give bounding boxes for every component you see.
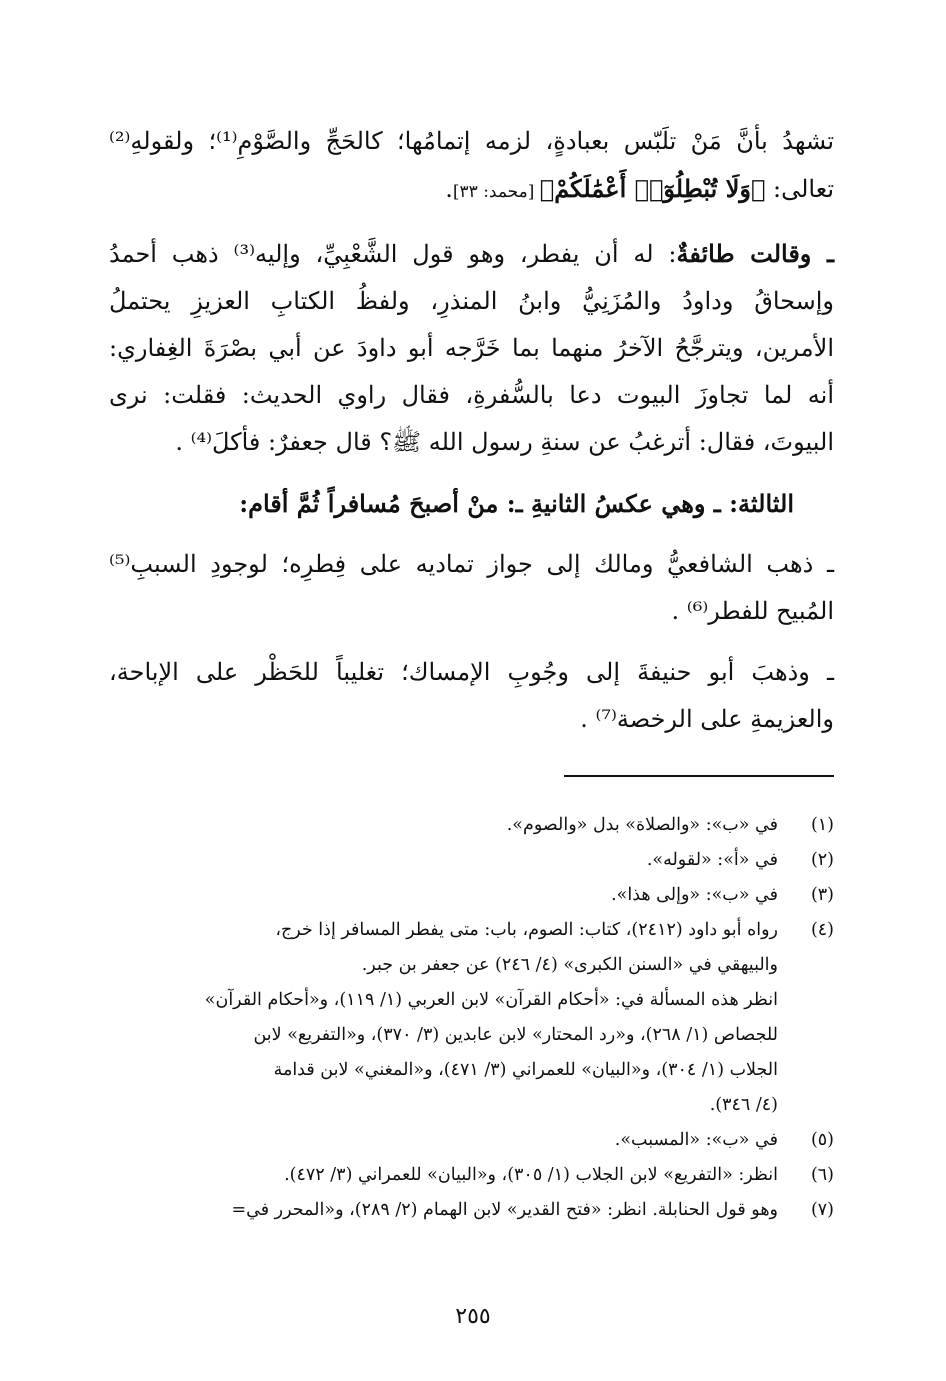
footnote [109, 1123, 834, 1158]
text-line: وإسحاقُ وداودُ والمُزَنِيُّ وابنُ المنذرِ، ولفظُ الكتابِ العزيزِ يحتملُ [109, 287, 834, 315]
main-text [109, 118, 834, 757]
paragraph-3 [109, 541, 834, 635]
verse-reference: [محمد: ٣٣] [452, 182, 540, 202]
footnote-text: في «ب»: «المسبب». [614, 1130, 778, 1150]
footnote-text: رواه أبو داود (٢٤١٢)، كتاب: الصوم، باب: متى يفطر المسافر إذا خرج، [275, 920, 778, 940]
footnote [109, 913, 834, 1123]
text-fragment: تعالى: [765, 175, 834, 203]
footnote-text: وهو قول الحنابلة. انظر: «فتح القدير» لابن الهمام (٢/ ٢٨٩)، و«المحرر في= [231, 1200, 778, 1220]
footnote-separator [564, 775, 834, 777]
text-fragment: : له أن يفطر، وهو قول الشَّعْبِيِّ، وإليه⁽³⁾ ذهب أحمدُ [109, 240, 677, 268]
footnotes [109, 808, 834, 1228]
paragraph-lead: ـ وقالت طائفةٌ [676, 239, 834, 268]
footnote-number: (٥) [810, 1130, 834, 1150]
section-heading: الثالثة: ـ وهي عكسُ الثانيةِ ـ: منْ أصبحَ مُسافراً ثُمَّ أقام: [239, 489, 794, 518]
footnote-text: في «ب»: «وإلى هذا». [611, 885, 778, 905]
text-line: والعزيمةِ على الرخصة⁽⁷⁾ . [580, 705, 834, 733]
footnote-number: (٤) [810, 920, 834, 940]
text-line [109, 230, 834, 278]
text-line: المُبيح للفطر⁽⁶⁾ . [671, 597, 834, 625]
footnote-text: للجصاص (١/ ٢٦٨)، و«رد المحتار» لابن عابدين (٣/ ٣٧٠)، و«التفريع» لابن [253, 1025, 778, 1045]
text-line [109, 165, 834, 216]
footnote [109, 843, 834, 878]
footnote-text: انظر: «التفريع» لابن الجلاب (١/ ٣٠٥)، و«البيان» للعمراني (٣/ ٤٧٢). [284, 1165, 778, 1185]
footnote [109, 1158, 834, 1193]
footnote-number: (٦) [810, 1165, 834, 1185]
footnote-text: الجلاب (١/ ٣٠٤)، و«البيان» للعمراني (٣/ ٤٧١)، و«المغني» لابن قدامة [273, 1060, 778, 1080]
text-line: ـ وذهبَ أبو حنيفةَ إلى وجُوبِ الإمساك؛ تغليباً للحَظْر على الإباحة، [109, 658, 834, 686]
footnote-text: والبيهقي في «السنن الكبرى» (٤/ ٢٤٦) عن جعفر بن جبر. [361, 955, 778, 975]
footnote-number: (٧) [810, 1200, 834, 1220]
text-line: تشهدُ بأنَّ مَنْ تلَبّس بعبادةٍ، لزمه إتمامُها؛ كالحَجِّ والصَّوْمِ⁽¹⁾؛ ولقولهِ⁽²⁾ [109, 127, 834, 155]
footnote-text: انظر هذه المسألة في: «أحكام القرآن» لابن العربي (١/ ١١٩)، و«أحكام القرآن» [204, 990, 778, 1010]
footnote [109, 878, 834, 913]
footnote-text: في «أ»: «لقوله». [646, 850, 778, 870]
footnote-number: (٣) [810, 885, 834, 905]
text-fragment: . [445, 175, 453, 203]
footnote-text: في «ب»: «والصلاة» بدل «والصوم». [506, 815, 778, 835]
paragraph-4 [109, 649, 834, 743]
text-line: أنه لما تجاوزَ البيوت دعا بالسُّفرةِ، فقال راوي الحديث: فقلت: نرى [109, 381, 834, 409]
text-line: ـ ذهب الشافعيُّ ومالك إلى جواز تماديه على فِطرِه؛ لوجودِ السببِ⁽⁵⁾ [109, 550, 834, 578]
footnote-number: (١) [810, 815, 834, 835]
paragraph-1 [109, 118, 834, 216]
page-number: ٢٥٥ [455, 1304, 491, 1329]
text-line: الأمرين، ويترجَّحُ الآخرُ منهما بما خَرَّجه أبو داودَ عن أبي بصْرَةَ الغِفاري: [109, 334, 834, 362]
paragraph-2 [109, 230, 834, 466]
text-line: البيوتَ، فقال: أترغبُ عن سنةِ رسول الله ﷺ؟ قال جعفرٌ: فأكلَ⁽⁴⁾ . [175, 428, 834, 456]
quran-verse: ﴿وَلَا تُبْطِلُوٓا۟ أَعْمَٰلَكُمْ﴾ [539, 174, 766, 203]
footnote-number: (٢) [810, 850, 834, 870]
footnote [109, 1193, 834, 1228]
footnote [109, 808, 834, 843]
footnote-text: (٤/ ٣٤٦). [709, 1095, 778, 1115]
